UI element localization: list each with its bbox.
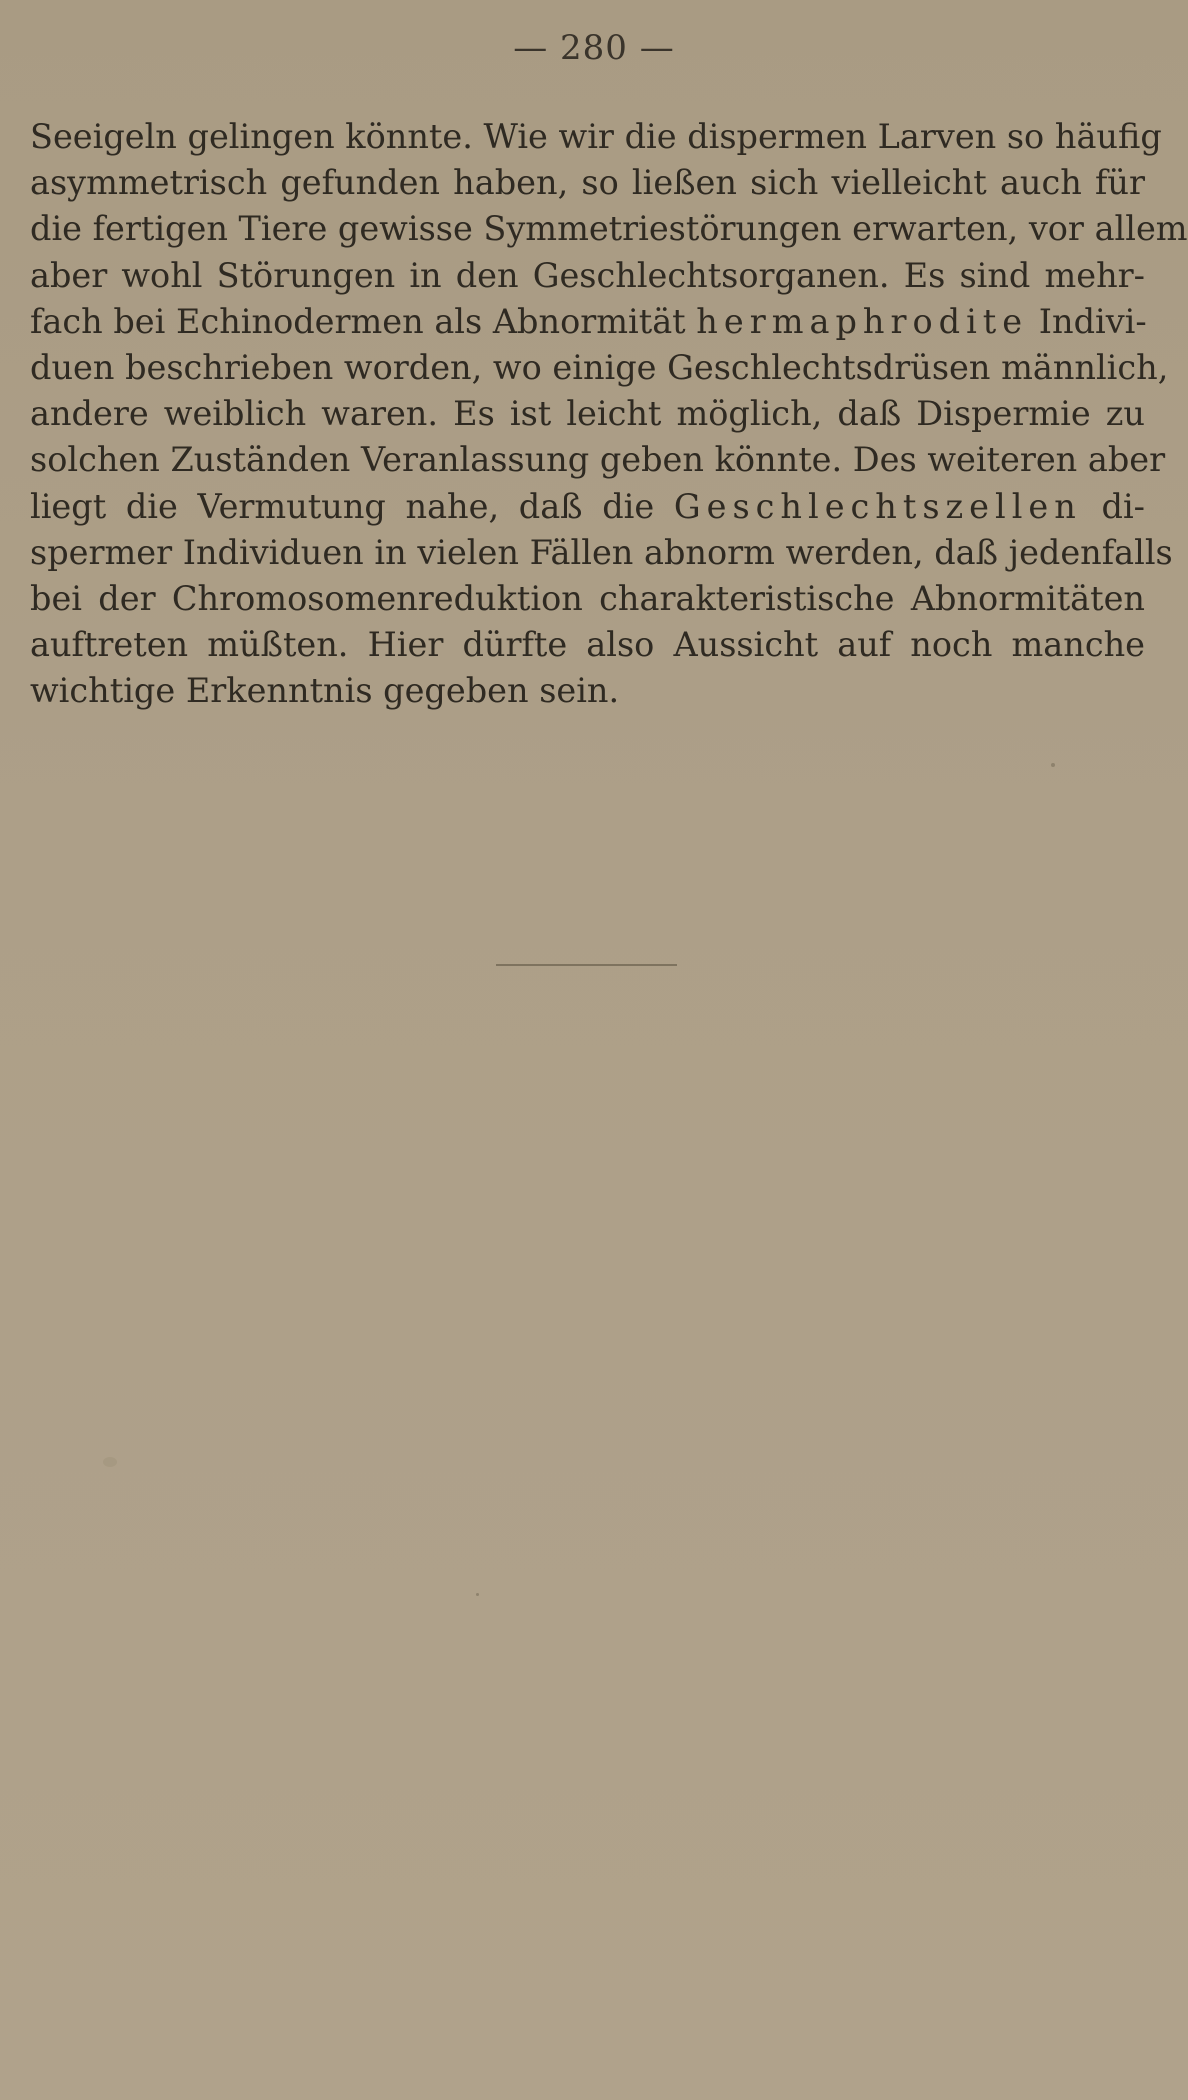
text-segment: di- <box>1081 486 1145 526</box>
text-segment: fach bei Echinodermen als Abnormität <box>30 301 697 341</box>
text-line <box>30 484 1145 530</box>
text-line: duen beschrieben worden, wo einige Geschlechtsdrüsen männlich, <box>30 347 1169 387</box>
text-line: spermer Individuen in vielen Fällen abnorm werden, daß jedenfalls <box>30 532 1173 572</box>
text-line: Seeigeln gelingen könnte. Wie wir die dispermen Larven so häufig <box>30 117 1162 156</box>
text-line: solchen Zuständen Veranlassung geben könnte. Des weiteren aber <box>30 440 1166 480</box>
body-paragraph <box>30 114 1188 714</box>
text-line: wichtige Erkenntnis gegeben sein. <box>30 671 620 711</box>
text-line: auftreten müßten. Hier dürfte also Aussicht auf noch manche <box>30 625 1145 665</box>
text-segment: liegt die Vermutung nahe, daß die <box>30 486 674 526</box>
page-number: — 280 — <box>513 28 675 68</box>
emphasized-term: hermaphrodite <box>696 301 1029 341</box>
end-rule <box>496 964 677 966</box>
text-line: bei der Chromosomenreduktion charakteristische Abnormitäten <box>30 578 1145 618</box>
paper-speck <box>103 1457 117 1467</box>
text-line <box>30 299 1145 345</box>
text-line: andere weiblich waren. Es ist leicht möglich, daß Dispermie zu <box>30 394 1145 434</box>
text-segment: Indivi- <box>1028 301 1147 341</box>
text-line: die fertigen Tiere gewisse Symmetriestörungen erwarten, vor allem <box>30 209 1188 249</box>
text-line: aber wohl Störungen in den Geschlechtsorganen. Es sind mehr- <box>30 255 1145 295</box>
emphasized-term: Geschlechtszellen <box>673 486 1082 526</box>
paper-speck <box>1051 763 1055 767</box>
paper-speck <box>476 1593 479 1596</box>
text-line: asymmetrisch gefunden haben, so ließen sich vielleicht auch für <box>30 163 1145 203</box>
